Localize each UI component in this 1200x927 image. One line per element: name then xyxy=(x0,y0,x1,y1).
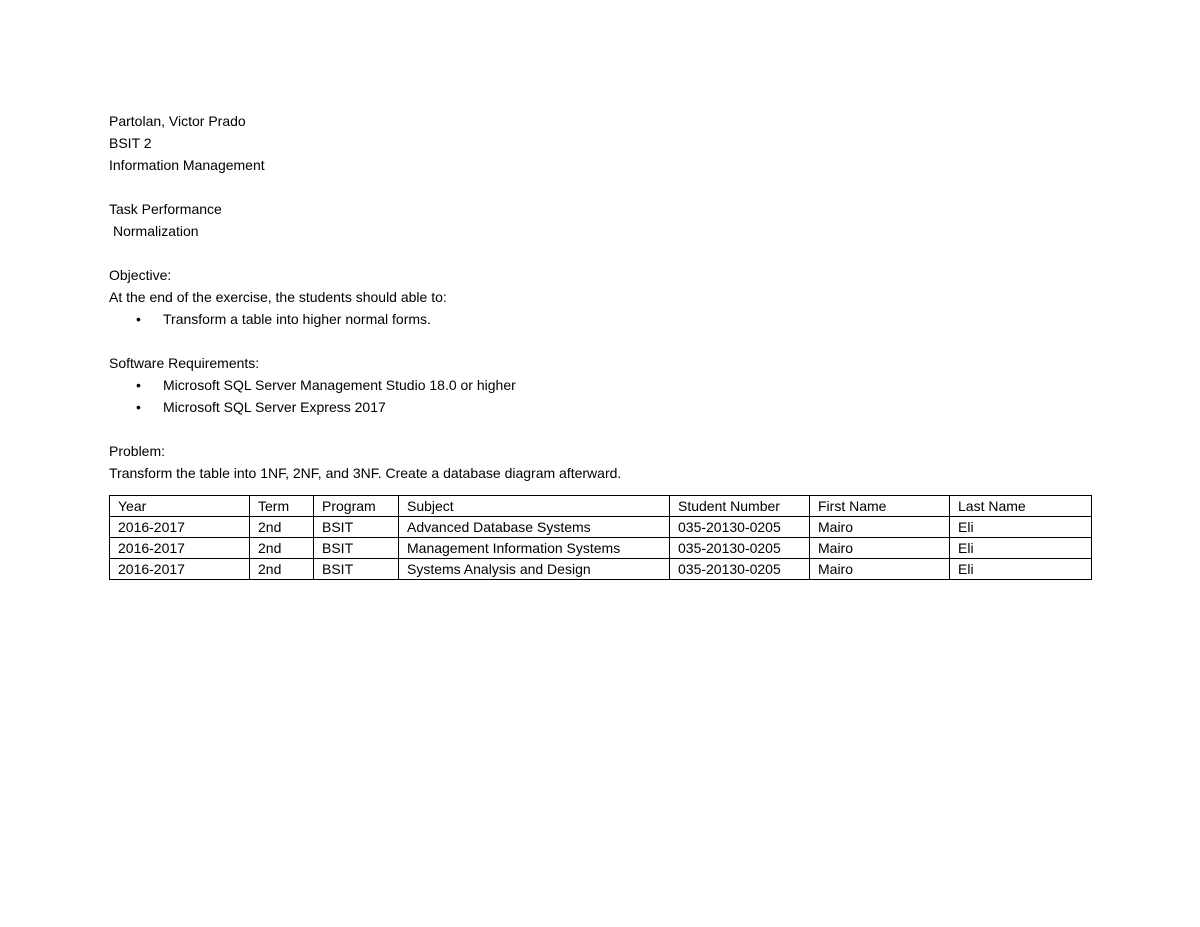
spacer xyxy=(109,330,1091,352)
table-cell: Mairo xyxy=(810,517,950,538)
student-name: Partolan, Victor Prado xyxy=(109,113,246,129)
table-cell: 035-20130-0205 xyxy=(670,559,810,580)
list-item xyxy=(109,374,1091,396)
list-item-text: Microsoft SQL Server Express 2017 xyxy=(163,399,386,415)
bullet-icon: • xyxy=(136,377,141,393)
list-item xyxy=(109,308,1091,330)
objective-list xyxy=(109,308,1091,330)
table-cell: Eli xyxy=(950,517,1092,538)
table-cell: 2nd xyxy=(250,538,314,559)
table-cell: Systems Analysis and Design xyxy=(399,559,670,580)
column-header-first-name: First Name xyxy=(810,496,950,517)
table-cell: BSIT xyxy=(314,538,399,559)
table-cell: Management Information Systems xyxy=(399,538,670,559)
table-cell: 2016-2017 xyxy=(110,538,250,559)
spacer xyxy=(109,176,1091,198)
table-cell: Mairo xyxy=(810,538,950,559)
table-cell: Mairo xyxy=(810,559,950,580)
table-row xyxy=(110,517,1092,538)
list-item-text: Microsoft SQL Server Management Studio 18.0 or higher xyxy=(163,377,516,393)
table-row xyxy=(110,559,1092,580)
table-cell: 035-20130-0205 xyxy=(670,538,810,559)
column-header-year: Year xyxy=(110,496,250,517)
table-cell: 035-20130-0205 xyxy=(670,517,810,538)
objective-heading: Objective: xyxy=(109,267,172,283)
table-header-row xyxy=(110,496,1092,517)
table-row xyxy=(110,538,1092,559)
table-cell: 2016-2017 xyxy=(110,559,250,580)
bullet-icon: • xyxy=(136,311,141,327)
column-header-term: Term xyxy=(250,496,314,517)
objective-intro: At the end of the exercise, the students should able to: xyxy=(109,289,447,305)
table-cell: 2nd xyxy=(250,559,314,580)
column-header-program: Program xyxy=(314,496,399,517)
problem-heading: Problem: xyxy=(109,443,166,459)
problem-text: Transform the table into 1NF, 2NF, and 3NF. Create a database diagram afterward. xyxy=(109,465,622,481)
table-cell: 2016-2017 xyxy=(110,517,250,538)
task-title: Task Performance xyxy=(109,201,222,217)
table-cell: BSIT xyxy=(314,517,399,538)
student-subjects-table xyxy=(109,495,1092,580)
bullet-icon: • xyxy=(136,399,141,415)
table-cell: BSIT xyxy=(314,559,399,580)
task-topic: Normalization xyxy=(113,223,199,239)
table-cell: Advanced Database Systems xyxy=(399,517,670,538)
table-cell: Eli xyxy=(950,538,1092,559)
list-item xyxy=(109,396,1091,418)
document-body xyxy=(109,110,1091,580)
column-header-last-name: Last Name xyxy=(950,496,1092,517)
table-cell: 2nd xyxy=(250,517,314,538)
software-heading: Software Requirements: xyxy=(109,355,260,371)
list-item-text: Transform a table into higher normal forms. xyxy=(163,311,431,327)
column-header-subject: Subject xyxy=(399,496,670,517)
student-program: BSIT 2 xyxy=(109,135,152,151)
spacer xyxy=(109,418,1091,440)
table-cell: Eli xyxy=(950,559,1092,580)
course-name: Information Management xyxy=(109,157,265,173)
spacer xyxy=(109,242,1091,264)
software-list xyxy=(109,374,1091,418)
column-header-student-number: Student Number xyxy=(670,496,810,517)
